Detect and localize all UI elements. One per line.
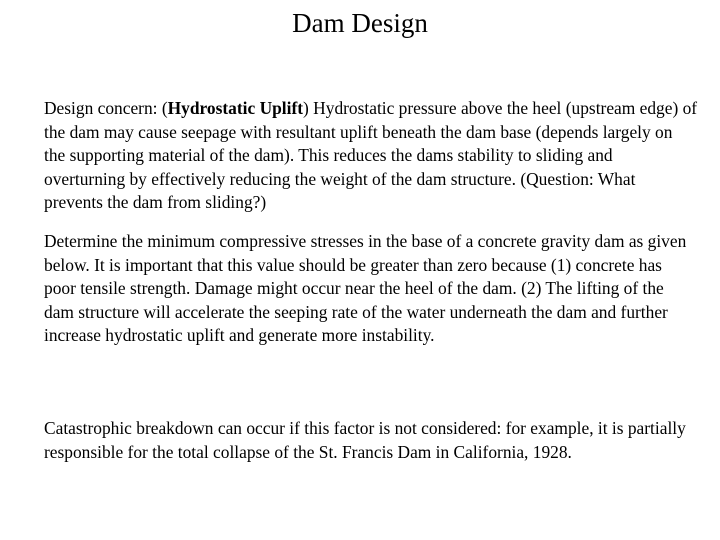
paragraph-body: ) Hydrostatic pressure above the heel (upstream edge) of the dam may cause seepage with resultant uplift beneath the dam base (depends largely on the supporting material of the dam). This reduces the dams stability to sliding and overturning by effectively reducing the weight of the dam structure. (Question: What prevents the dam from sliding?)	[44, 98, 698, 213]
slide-title: Dam Design	[292, 8, 428, 38]
paragraph-hydrostatic-uplift	[44, 97, 698, 215]
paragraph-catastrophic-breakdown: Catastrophic breakdown can occur if this factor is not considered: for example, it is partially responsible for the total collapse of the St. Francis Dam in California, 1928.	[44, 418, 686, 462]
paragraph-prefix: Design concern: (	[44, 98, 168, 118]
paragraph-compressive-stress: Determine the minimum compressive stresses in the base of a concrete gravity dam as given below. It is important that this value should be greater than zero because (1) concrete has poor tensile strength. Damage might occur near the heel of the dam. (2) The lifting of the dam structure will accelerate the seeping rate of the water underneath the dam and further increase hydrostatic uplift and generate more instability.	[44, 231, 687, 346]
paragraph-emphasis: Hydrostatic Uplift	[167, 98, 304, 118]
